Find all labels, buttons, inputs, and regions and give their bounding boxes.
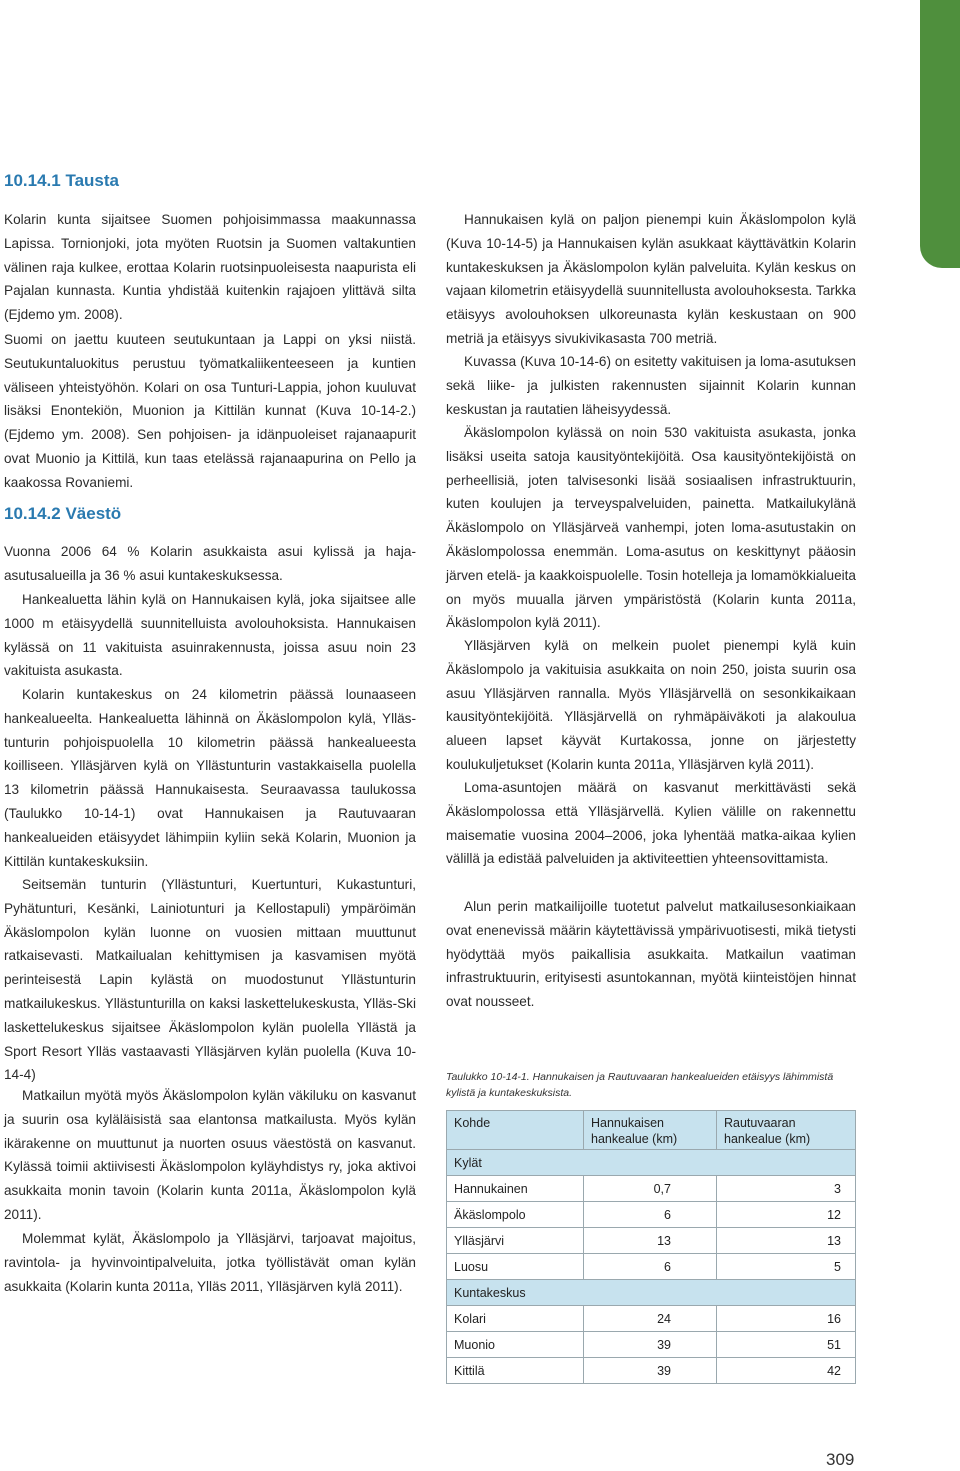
table-cell: Ylläsjärvi (447, 1228, 584, 1254)
chapter-tab-marker (920, 0, 960, 268)
table-header-row (447, 1111, 856, 1150)
table-header-cell: Hannukaisen hankealue (km) (584, 1111, 717, 1150)
paragraph: Hankealuetta lähin kylä on Hannukaisen kylä, joka sijaitsee alle 1000 m etäisyydellä suunnitelluista avolouhoksista. Hannukaisen kylässä on 11 vakituista asuinrakennusta, joissa asuu noin 23 vakituista asukasta. (4, 592, 416, 679)
paragraph: Vuonna 2006 64 % Kolarin asukkaista asui kylissä ja haja-asutusalueilla ja 36 % asui kuntakeskuksessa. (4, 544, 416, 583)
table-group-row (447, 1280, 856, 1306)
paragraph: Alun perin matkailijoille tuotetut palvelut matkailusesonkiaikaan ovat enenevissä määrin käytettävissä ympärivuotisesti, mikä tietysti hyödyttää myös paikallisia asukkaita. Matkailun vaatiman infrastruktuurin, erityisesti asuntokannan, myötä kiinteistöjen hinnat ovat nousseet. (446, 899, 856, 1010)
paragraph: Loma-asuntojen määrä on kasvanut merkittävästi sekä Äkäslompolossa että Ylläsjärvellä. Kylien välille on rakennettu maisematie vuosina 2004–2006, joka lyhentää matka-aikaa kylien välillä ja edistää palveluiden ja aktiviteettien yhteensovittamista. (446, 780, 856, 867)
table-row (447, 1332, 856, 1358)
table-cell: 39 (584, 1332, 717, 1358)
table-cell: Muonio (447, 1332, 584, 1358)
table-cell: Äkäslompolo (447, 1202, 584, 1228)
paragraph: Hannukaisen kylä on paljon pienempi kuin Äkäslompolon kylä (Kuva 10-14-5) ja Hannukaisen kylän asukkaat käyttävätkin Kolarin kuntakeskuksen ja Äkäslompolon kylän palveluita. Kylän keskus on vajaan kilometrin etäisyydellä suunnitellusta avolouhoksesta. Tarkka etäisyys avolouhoksen ulkoreunasta kylän keskustaan on 900 metriä ja etäisyys sivukivikasasta 700 metriä. (446, 212, 856, 346)
table-row (447, 1176, 856, 1202)
table-row (447, 1228, 856, 1254)
table-cell: 5 (717, 1254, 856, 1280)
paragraph: Suomi on jaettu kuuteen seutukuntaan ja Lappi on yksi niistä. Seutukuntaluokitus perustuu työmatkaliikenteeseen ja kuntien väliseen yhteistyöhön. Kolari on osa Tunturi-Lappia, johon kuuluvat lisäksi Enontekiön, Muonion ja Kittilän kunnat (Kuva 10-14-2.)(Ejdemo ym. 2008). Sen pohjoisen- ja idänpuoleiset rajanaapurit ovat Muonio ja Kittilä, kun taas etelässä rajanaapurina on Pello ja kaakossa Rovaniemi. (4, 332, 416, 490)
table-cell: 13 (584, 1228, 717, 1254)
table-row (447, 1358, 856, 1384)
table-cell: Luosu (447, 1254, 584, 1280)
table-group-label: Kylät (447, 1150, 856, 1176)
paragraph: Ylläsjärven kylä on melkein puolet pienempi kylä kuin Äkäslompolo ja vakituisia asukkaita on noin 250, joista suurin osa asuu Ylläsjärven rannalla. Myös Ylläsjärvellä on sesonkikaikaan kausityöntekijöitä. Ylläsjärvellä on ryhmäpäiväkoti ja alakoulua alueen lapset käyvät Kurtakossa, jonne on järjestetty koulukuljetukset (Kolarin kunta 2011a, Ylläsjärven kylä 2011). (446, 638, 856, 772)
table-cell: 13 (717, 1228, 856, 1254)
table-row (447, 1254, 856, 1280)
table-cell: Hannukainen (447, 1176, 584, 1202)
paragraph: Kolarin kunta sijaitsee Suomen pohjoisimmassa maakunnassa Lapissa. Tornionjoki, jota myöten Ruotsin ja Suomen valtakuntien välinen raja kulkee, erottaa Kolarin ruotsinpuoleisesta naapurista eli Pajalan kunnasta. Kuntia yhdistää kuitenkin rajajoen ylittävä silta (Ejdemo ym. 2008). (4, 212, 416, 323)
table-cell: 3 (717, 1176, 856, 1202)
section-heading-vaesto: 10.14.2 Väestö (4, 504, 122, 523)
table-group-label: Kuntakeskus (447, 1280, 856, 1306)
paragraph: Molemmat kylät, Äkäslompolo ja Ylläsjärvi, tarjoavat majoitus, ravintola- ja hyvinvointipalveluita, jotka työllistävät oman kylän asukkaita (Kolarin kunta 2011a, Ylläs 2011, Ylläsjärven kylä 2011). (4, 1231, 416, 1294)
table-header-cell: Rautuvaaran hankealue (km) (717, 1111, 856, 1150)
page-number: 309 (826, 1450, 855, 1469)
table-cell: 6 (584, 1254, 717, 1280)
table-cell: 0,7 (584, 1176, 717, 1202)
table-row (447, 1306, 856, 1332)
section-heading-tausta: 10.14.1 Tausta (4, 171, 119, 190)
table-cell: 12 (717, 1202, 856, 1228)
table-row (447, 1202, 856, 1228)
table-cell: Kolari (447, 1306, 584, 1332)
table-cell: 6 (584, 1202, 717, 1228)
table-group-row (447, 1150, 856, 1176)
table-cell: 39 (584, 1358, 717, 1384)
table-caption: Taulukko 10-14-1. Hannukaisen ja Rautuvaaran hankealueiden etäisyys lähimmistä kylistä ja kuntakeskuksista. (446, 1071, 834, 1099)
paragraph: Äkäslompolon kylässä on noin 530 vakituista asukasta, jonka lisäksi useita satoja kausityöntekijöitä. Osa kausityöntekijöistä on perheellisiä, joten talvisesonki lisää sosiaalisen infrastruktuurin, kuten koulujen ja terveyspalveluiden, painetta. Matkailukylänä Äkäslompolo on Ylläsjärveä vanhempi, joten loma-asutustakin on Äkäslompolossa enemmän. Loma-asutus on keskittynyt pääosin järven etelä- ja kaakkoispuolelle. Tosin hotelleja ja lomamökkialueita on myös muualla järven ympäristöstä (Kolarin kunta 2011a, Äkäslompolon kylä 2011). (446, 425, 856, 631)
paragraph: Kolarin kuntakeskus on 24 kilometrin päässä lounaaseen hankealueelta. Hankealuetta lähinnä on Äkäslompolon kylä, Yllästunturin pohjoispuolella 10 kilometrin päässä hankealueesta koilliseen. Ylläsjärven kylä on Yllästunturin vastakkaisella puolella 13 kilometrin päässä Hannukaisesta. Seuraavassa taulukossa (Taulukko 10-14-1) ovat Hannukaisen ja Rautuvaaran hankealueiden etäisyydet lähimpiin kyliin sekä Kolarin, Muonion ja Kittilän kuntakeskuksiin. (4, 687, 416, 869)
paragraph: Kuvassa (Kuva 10-14-6) on esitetty vakituisen ja loma-asutuksen sekä liike- ja julkisten rakennusten sijainnit Kolarin kunnan keskustan ja rautatien läheisyydessä. (446, 354, 856, 417)
table-header-cell: Kohde (447, 1111, 584, 1150)
paragraph: Matkailun myötä myös Äkäslompolon kylän väkiluku on kasvanut ja suurin osa kyläläisistä saa elantonsa matkailusta. Myös kylän ikärakenne on muuttunut ja nuorten osuus väestöstä on kasvanut. Kylässä toimii aktiivisesti Äkäslompolon kyläyhdistys ry, joka aktivoi asukkaita monin tavoin (Kolarin kunta 2011a, Äkäslompolon kylä 2011). (4, 1088, 416, 1222)
paragraph: Seitsemän tunturin (Yllästunturi, Kuertunturi, Kukastunturi, Pyhätunturi, Kesänki, Lainiotunturi ja Kellostapuli) ympäröimän Äkäslompolon kylän luonne on vuosien mittaan muuttunut ratkaisevasti. Matkailualan kehittymisen ja kasvamisen myötä perinteisestä Lapin kylästä on muodostunut Yllästunturin matkailukeskus. Yllästunturilla on kaksi laskettelukeskusta, Ylläs-Ski laskettelukeskus sijaitsee Äkäslompolon kylän puolella Yllästä ja Sport Resort Ylläs vastaavasti Ylläsjärven kylän puolella (Kuva 10-14-4) (4, 877, 416, 1083)
table-cell: 24 (584, 1306, 717, 1332)
table-cell: Kittilä (447, 1358, 584, 1384)
table-cell: 16 (717, 1306, 856, 1332)
table-cell: 42 (717, 1358, 856, 1384)
table-cell: 51 (717, 1332, 856, 1358)
distance-table (446, 1110, 856, 1384)
